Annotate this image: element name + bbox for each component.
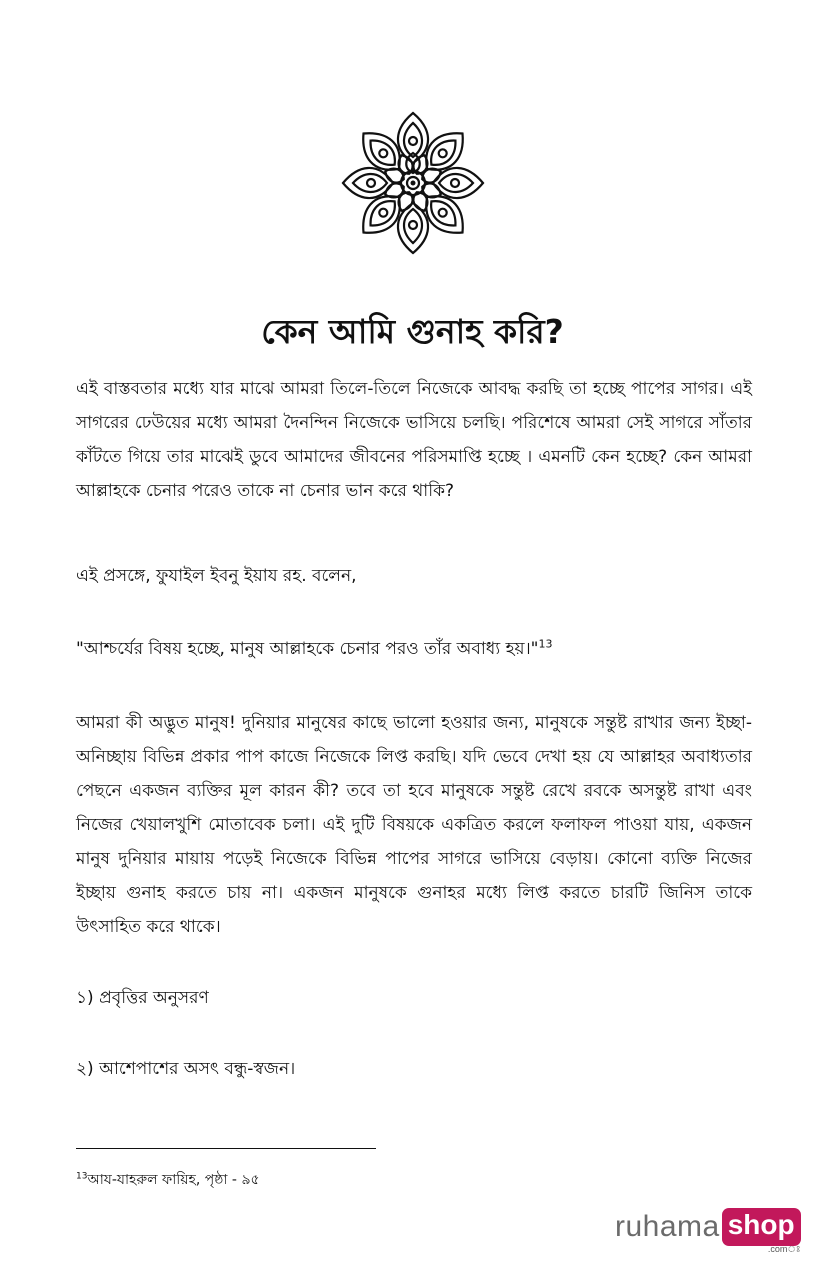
footnote-number: 13 (76, 1171, 88, 1182)
footnote (76, 1168, 260, 1192)
list-item: ১) প্রবৃত্তির অনুসরণ (76, 988, 209, 1008)
logo-text-shop: shop (722, 1208, 801, 1246)
logo-text-ruhama: ruhama (615, 1210, 720, 1243)
mandala-ornament-icon (338, 108, 488, 258)
publisher-logo (615, 1209, 801, 1254)
footnote-ref: 13 (538, 637, 553, 651)
footnote-divider (76, 1148, 376, 1149)
footnote-text: আয-যাহরুল ফায়িহ, পৃষ্ঠা - ৯৫ (87, 1172, 260, 1188)
logo-text-domain: .comঃ (767, 1244, 801, 1254)
page-title: কেন আমি গুনাহ করি? (261, 312, 564, 351)
list-item: ২) আশেপাশের অসৎ বন্ধু-স্বজন। (76, 1059, 296, 1079)
quote-text: "আশ্চর্যের বিষয় হচ্ছে, মানুষ আল্লাহকে চেনার পরও তাঁর অবাধ্য হয়।" (76, 639, 539, 659)
quote (76, 636, 552, 664)
quote-intro: এই প্রসঙ্গে, ফুযাইল ইবনু ইয়ায রহ. বলেন, (76, 566, 357, 586)
paragraph-main: আমরা কী অদ্ভুত মানুষ! দুনিয়ার মানুষের কাছে ভালো হওয়ার জন্য, মানুষকে সন্তুষ্ট রাখার জন্য ইচ্ছা-অনিচ্ছায় বিভিন্ন প্রকার পাপ কাজে নিজেকে লিপ্ত করছি। যদি ভেবে দেখা হয় যে আল্লাহর অবাধ্যতার পেছনে একজন ব্যক্তির মূল কারন কী? তবে তা হবে মানুষকে সন্তুষ্ট রেখে রবকে অসন্তুষ্ট রাখা এবং নিজের খেয়ালখুশি মোতাবেক চলা। এই দুটি বিষয়কে একত্রিত করলে ফলাফল পাওয়া যায়, একজন মানুষ দুনিয়ার মায়ায় পড়েই নিজেকে বিভিন্ন পাপের সাগরে ভাসিয়ে বেড়ায়। কোনো ব্যক্তি নিজের ইচ্ছায় গুনাহ করতে চায় না। একজন মানুষকে গুনাহর মধ্যে লিপ্ত করতে চারটি জিনিস তাকে উৎসাহিত করে থাকে। (76, 713, 752, 937)
paragraph-intro: এই বাস্তবতার মধ্যে যার মাঝে আমরা তিলে-তিলে নিজেকে আবদ্ধ করছি তা হচ্ছে পাপের সাগর। এই সাগরের ঢেউয়ের মধ্যে আমরা দৈনন্দিন নিজেকে ভাসিয়ে চলছি। পরিশেষে আমরা সেই সাগরে সাঁতার কাঁটতে গিয়ে তার মাঝেই ডুবে আমাদের জীবনের পরিসমাপ্তি হচ্ছে । এমনটি কেন হচ্ছে? কেন আমরা আল্লাহকে চেনার পরেও তাকে না চেনার ভান করে থাকি? (76, 379, 752, 501)
